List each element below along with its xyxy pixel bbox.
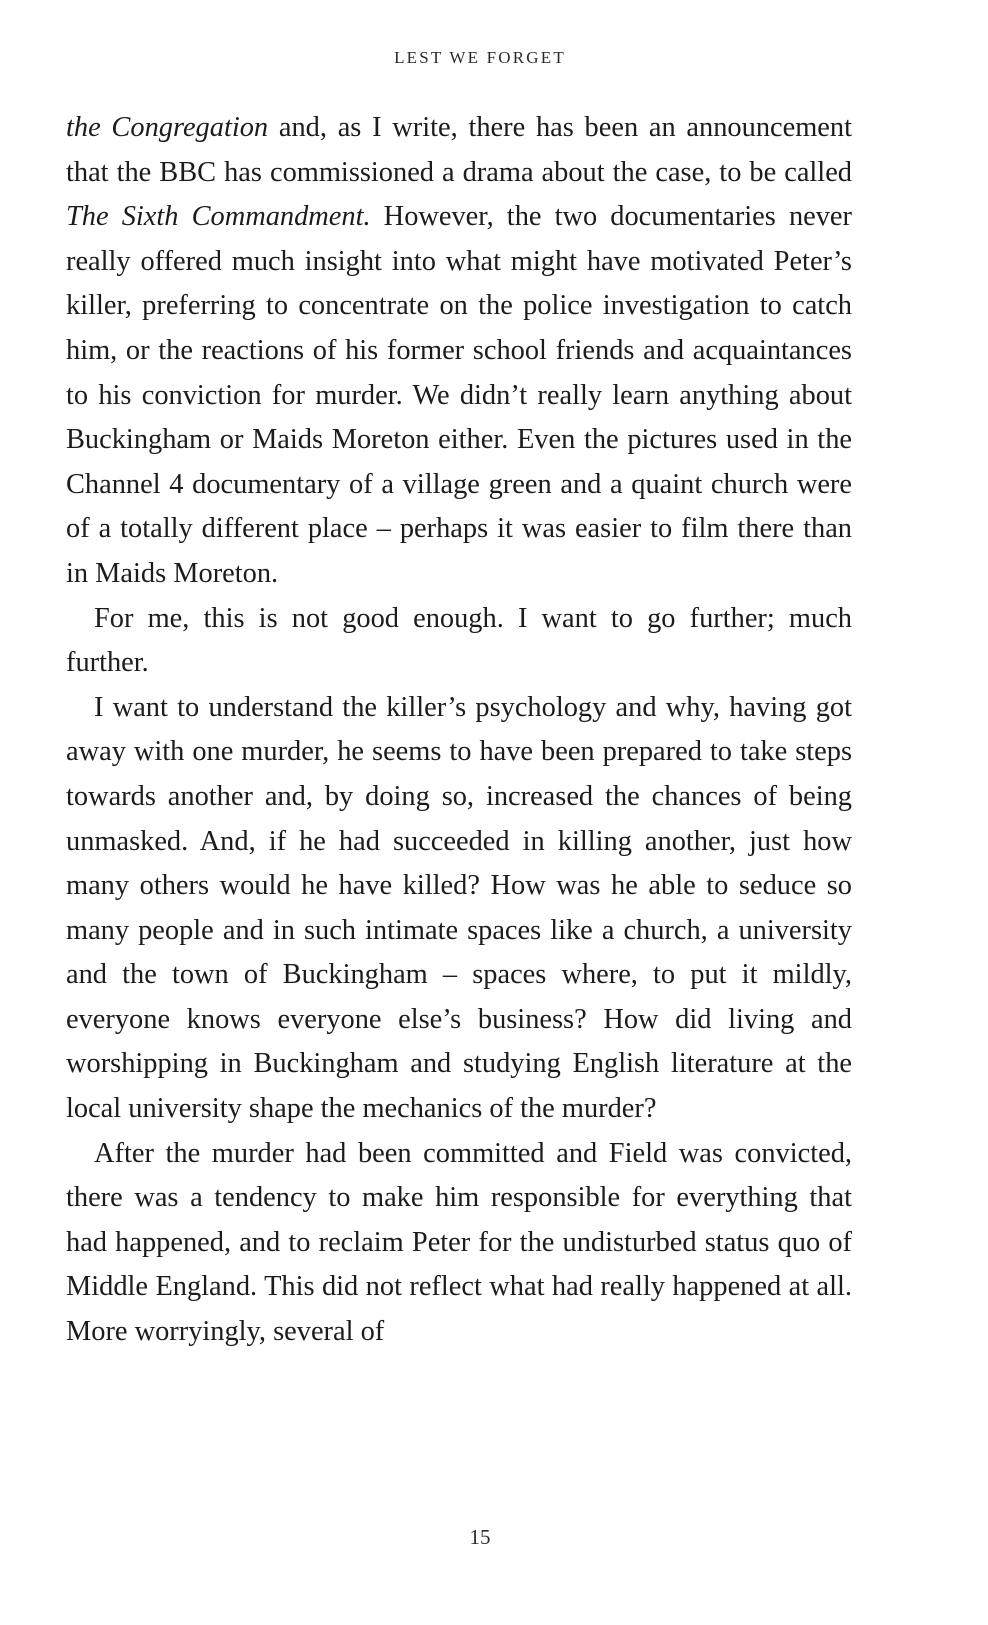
paragraph-4: After the murder had been committed and Field was convicted, there was a tendency to make him responsible for everything that had happened, and to reclaim Peter for the undisturbed status quo of Middle England. This did not reflect what had really happened at all. More worryingly, several of [66,1137,852,1348]
body-text [66,106,852,1355]
paragraph-3: I want to understand the killer’s psychology and why, having got away with one murder, he seems to have been prepared to take steps towards another and, by doing so, increased the chances of being unmasked. And, if he had succeeded in killing another, just how many others would he have killed? How was he able to seduce so many people and in such intimate spaces like a church, a university and the town of Buckingham – spaces where, to put it mildly, everyone knows everyone else’s business? How did living and worshipping in Buckingham and studying English literature at the local university shape the mechanics of the murder? [66,691,852,1125]
paragraph-2: For me, this is not good enough. I want to go further; much further. [66,602,852,679]
italic-title-sixth-commandment: The Sixth Commandment. [66,201,371,233]
italic-title-congregation: the Congregation [66,112,269,143]
page-number: 15 [469,1525,491,1549]
running-head: LEST WE FORGET [394,48,566,67]
paragraph-1-text-b: However, the two documentaries never really offered much insight into what might have motivated Peter’s killer, preferring to concentrate on the police investigation to catch him, or the reactions of his former school friends and acquaintances to his conviction for murder. We didn’t really learn anything about Buckingham or Maids Moreton either. Even the pictures used in the Channel 4 documentary of a village green and a quaint church were of a totally different place – perhaps it was easier to film there than in Maids Moreton. [66,201,852,589]
paragraph-1-text-a: and, as I write, there has been an announcement that the BBC has commissioned a drama about the case, to be called [66,112,852,188]
paragraph-1 [66,106,852,597]
